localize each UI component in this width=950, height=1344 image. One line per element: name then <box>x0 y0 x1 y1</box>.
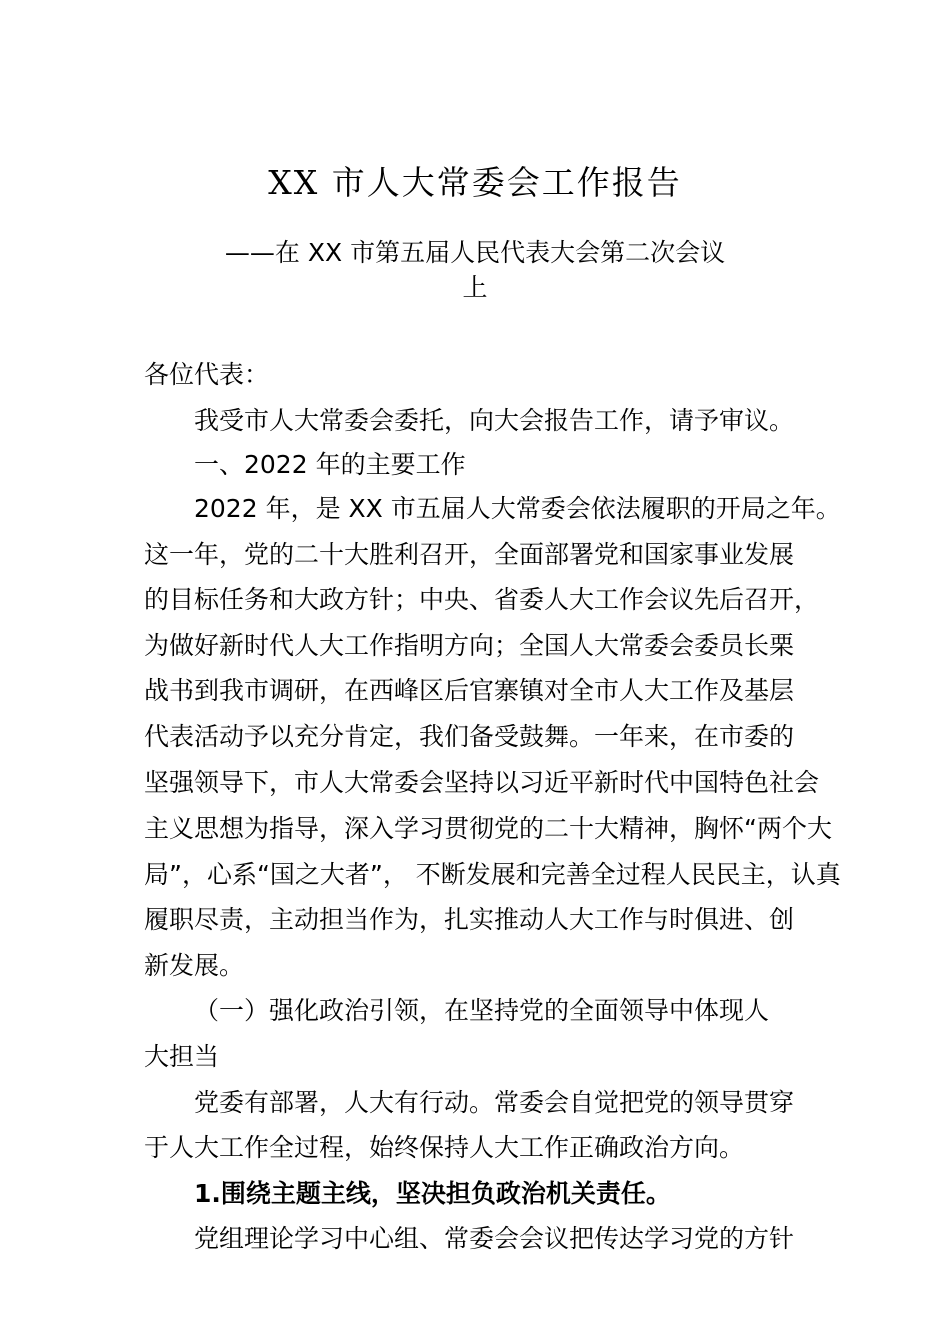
para1-line: 代表活动予以充分肯定，我们备受鼓舞。一年来，在市委的 <box>144 722 795 751</box>
subsection1-heading-line2: 大担当 <box>144 1042 220 1071</box>
para1-line: 主义思想为指导，深入学习贯彻党的二十大精神，胸怀“两个大 <box>144 814 832 843</box>
para1-line: 履职尽责，主动担当作为，扎实推动人大工作与时俱进、创 <box>144 905 795 934</box>
salutation: 各位代表： <box>144 360 270 389</box>
intro-paragraph: 我受市人大常委会委托，向大会报告工作，请予审议。 <box>194 406 795 435</box>
para1-line: 新发展。 <box>144 951 245 980</box>
para1-line: 坚强领导下，市人大常委会坚持以习近平新时代中国特色社会 <box>144 768 820 797</box>
subsection1-heading-line1: （一）强化政治引领，在坚持党的全面领导中体现人 <box>194 996 770 1025</box>
document-subtitle-line1: ——在 XX 市第五届人民代表大会第二次会议 <box>224 238 726 267</box>
document-subtitle-line2: 上 <box>462 273 488 302</box>
para3-line1: 党组理论学习中心组、常委会会议把传达学习党的方针 <box>194 1224 795 1253</box>
document-title: XX 市人大常委会工作报告 <box>268 163 682 202</box>
para1-line: 2022 年，是 XX 市五届人大常委会依法履职的开局之年。 <box>194 494 841 523</box>
para1-line: 这一年，党的二十大胜利召开，全面部署党和国家事业发展 <box>144 540 795 569</box>
para1-line: 局”，心系“国之大者”， 不断发展和完善全过程人民民主，认真 <box>144 860 841 889</box>
para2-line2: 于人大工作全过程，始终保持人大工作正确政治方向。 <box>144 1133 745 1162</box>
para2-line1: 党委有部署，人大有行动。常委会自觉把党的领导贯穿 <box>194 1088 795 1117</box>
para1-line: 的目标任务和大政方针；中央、省委人大工作会议先后召开， <box>144 585 820 614</box>
para1-line: 为做好新时代人大工作指明方向；全国人大常委会委员长栗 <box>144 631 795 660</box>
para1-line: 战书到我市调研，在西峰区后官寨镇对全市人大工作及基层 <box>144 676 795 705</box>
section1-heading: 一、2022 年的主要工作 <box>194 450 466 479</box>
item1-heading: 1.围绕主题主线，坚决担负政治机关责任。 <box>194 1179 671 1208</box>
